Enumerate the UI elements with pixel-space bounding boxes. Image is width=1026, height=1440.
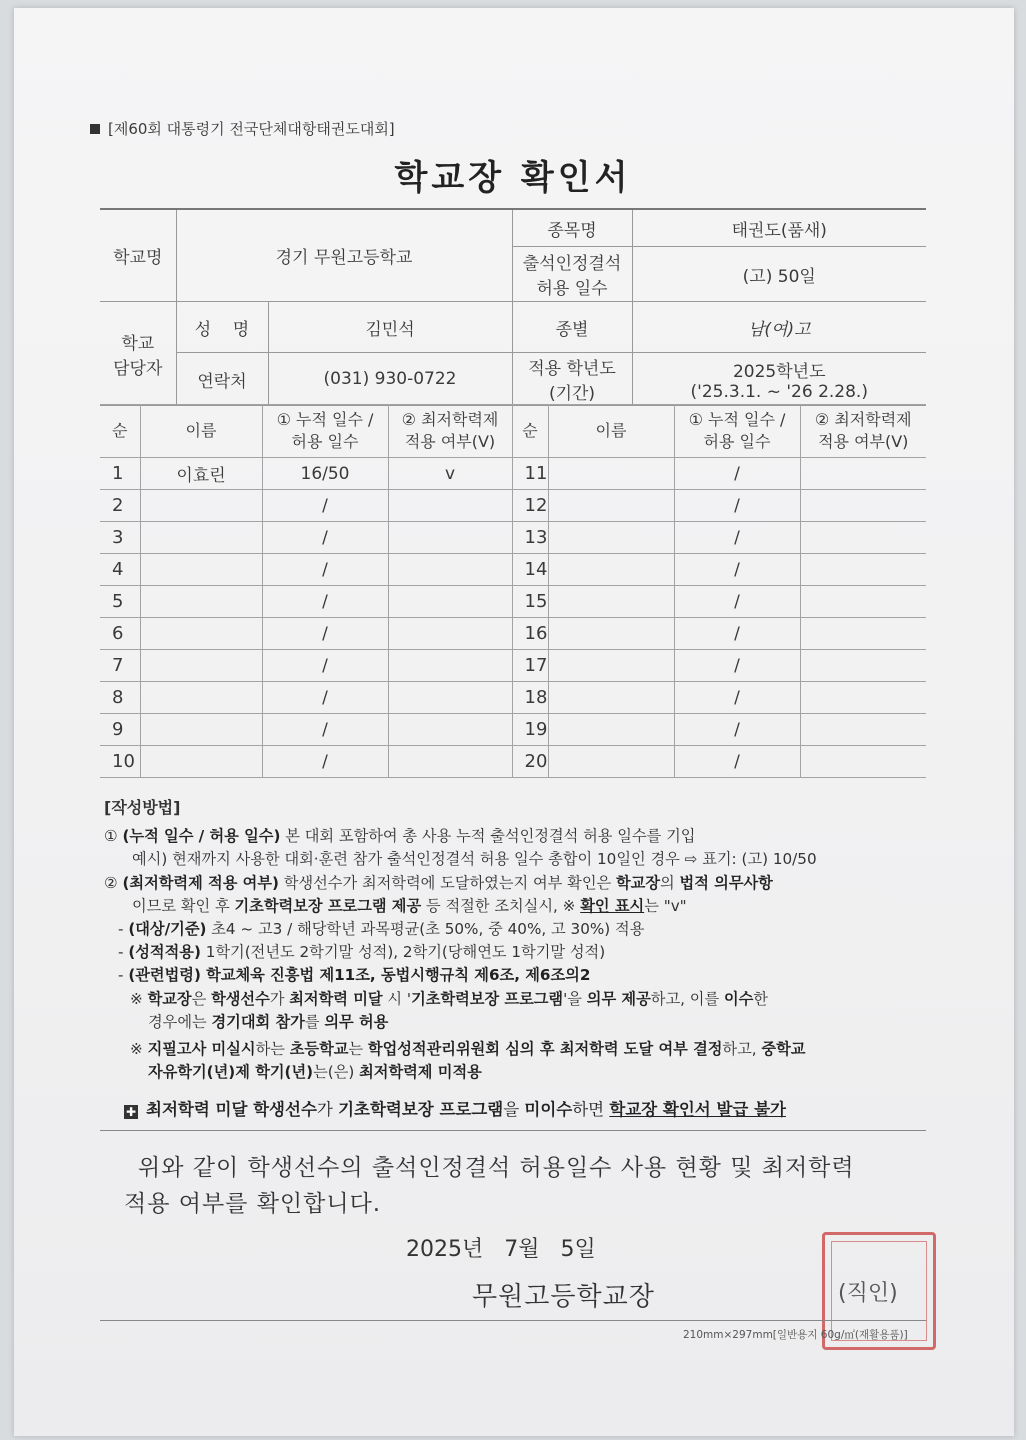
instruction-grades-bold: (성적적용) bbox=[128, 943, 201, 962]
note2-bold-a: 지필고사 미실시 bbox=[147, 1040, 256, 1059]
col-check-line2: 적용 여부(V) bbox=[404, 432, 496, 451]
roster-row bbox=[100, 618, 926, 650]
row-check-right bbox=[800, 618, 926, 650]
row-number-right: 14 bbox=[512, 554, 548, 586]
note2-bold-d: 중학교 bbox=[761, 1040, 806, 1059]
instruction-2-cont-c: 는 "v" bbox=[644, 896, 687, 915]
col-check-right-line2: 적용 여부(V) bbox=[818, 432, 909, 451]
instruction-1-text: 본 대회 포함하여 총 사용 누적 출석인정결석 허용 일수를 기입 bbox=[280, 827, 696, 846]
note1-cont-text-a: 경우에는 bbox=[148, 1012, 212, 1031]
row-name bbox=[140, 682, 262, 714]
note1-cont-bold-a: 경기대회 참가 bbox=[211, 1012, 305, 1031]
row-days-right: / bbox=[674, 522, 800, 554]
reference-mark-icon: ※ bbox=[130, 1040, 148, 1059]
instruction-2-text-a: 학생선수가 최저학력에 도달하였는지 여부 확인은 bbox=[278, 873, 617, 892]
school-value: 경기 무원고등학교 bbox=[176, 209, 512, 302]
row-name bbox=[140, 554, 262, 586]
instruction-2 bbox=[104, 872, 934, 895]
year-value bbox=[632, 353, 926, 406]
dash-icon: - bbox=[118, 920, 129, 939]
note1-text-e: 하고, 이를 bbox=[650, 989, 724, 1008]
year-value-line1: 2025학년도 bbox=[732, 361, 826, 382]
instruction-note-2-cont bbox=[104, 1061, 934, 1084]
manager-label-line2: 담당자 bbox=[113, 358, 163, 379]
instruction-2-bold: (최저학력제 적용 여부) bbox=[122, 873, 279, 892]
row-number: 1 bbox=[100, 458, 140, 490]
row-name bbox=[140, 522, 262, 554]
absence-value: (고) 50일 bbox=[632, 247, 926, 302]
col-days-line2: 허용 일수 bbox=[291, 432, 359, 451]
row-name-right bbox=[548, 714, 674, 746]
col-no-right: 순 bbox=[512, 405, 548, 458]
year-label bbox=[512, 353, 632, 406]
row-check: v bbox=[388, 458, 512, 490]
notice-text-d: 을 bbox=[503, 1100, 525, 1119]
instruction-1-example: 예시) 현재까지 사용한 대회·훈련 참가 출석인정결석 허용 일수 총합이 10일인 경우 ⇨ 표기: (고) 10/50 bbox=[132, 850, 817, 869]
divider-top bbox=[100, 1130, 926, 1131]
row-check bbox=[388, 682, 512, 714]
row-number: 4 bbox=[100, 554, 140, 586]
instruction-2-cont-a: 이므로 확인 후 bbox=[132, 896, 235, 915]
row-name-right bbox=[548, 522, 674, 554]
col-check-line1: ② 최저학력제 bbox=[401, 410, 499, 429]
row-number-right: 12 bbox=[512, 490, 548, 522]
instruction-1-bold: (누적 일수 / 허용 일수) bbox=[122, 827, 281, 846]
row-days-right: / bbox=[674, 618, 800, 650]
absence-label-line1: 출석인정결석 bbox=[522, 254, 622, 274]
roster-row bbox=[100, 490, 926, 522]
roster-row bbox=[100, 682, 926, 714]
row-check-right bbox=[800, 554, 926, 586]
roster-body bbox=[100, 458, 926, 778]
row-name bbox=[140, 618, 262, 650]
row-days: 16/50 bbox=[262, 458, 388, 490]
issue-date: 2025년 7월 5일 bbox=[406, 1237, 596, 1262]
row-days: / bbox=[262, 714, 388, 746]
row-number: 5 bbox=[100, 586, 140, 618]
row-check bbox=[388, 490, 512, 522]
row-name-right bbox=[548, 650, 674, 682]
divider-bottom bbox=[100, 1320, 926, 1321]
info-table bbox=[100, 208, 926, 406]
gender-value: 남(여)고 bbox=[632, 302, 926, 353]
row-number-right: 13 bbox=[512, 522, 548, 554]
instruction-2-text-b: 의 bbox=[660, 873, 680, 892]
year-label-line1: 적용 학년도 bbox=[528, 359, 616, 379]
col-check bbox=[388, 405, 512, 458]
name-label: 성 명 bbox=[176, 302, 268, 353]
notice-text-g: 학교장 확인서 발급 불가 bbox=[609, 1100, 786, 1119]
note1-bold-d: 기초학력보장 프로그램 bbox=[411, 989, 564, 1008]
row-number: 6 bbox=[100, 618, 140, 650]
row-check bbox=[388, 746, 512, 778]
row-check bbox=[388, 586, 512, 618]
row-check-right bbox=[800, 650, 926, 682]
col-name: 이름 bbox=[140, 405, 262, 458]
roster-row bbox=[100, 586, 926, 618]
row-check-right bbox=[800, 714, 926, 746]
note1-text-f: 한 bbox=[753, 989, 768, 1008]
document-title: 학교장 확인서 bbox=[394, 158, 632, 198]
row-check bbox=[388, 522, 512, 554]
instruction-1 bbox=[104, 825, 934, 848]
sport-value: 태권도(품새) bbox=[632, 209, 926, 247]
row-name-right bbox=[548, 458, 674, 490]
row-check-right bbox=[800, 746, 926, 778]
roster-row bbox=[100, 650, 926, 682]
note1-bold-e: 의무 제공 bbox=[586, 989, 651, 1008]
row-days: / bbox=[262, 746, 388, 778]
col-days-right bbox=[674, 405, 800, 458]
row-check bbox=[388, 714, 512, 746]
instruction-target-text: 초4 ~ 고3 / 해당학년 과목평균(초 50%, 중 40%, 고 30%) 적용 bbox=[206, 920, 645, 939]
square-bullet-icon bbox=[90, 124, 100, 134]
row-check-right bbox=[800, 490, 926, 522]
row-number: 8 bbox=[100, 682, 140, 714]
notice-text-b: 가 bbox=[316, 1100, 339, 1119]
row-name bbox=[140, 586, 262, 618]
instruction-note-2 bbox=[104, 1038, 934, 1061]
notice bbox=[124, 1096, 786, 1120]
absence-label-line2: 허용 일수 bbox=[536, 279, 608, 299]
row-number-right: 20 bbox=[512, 746, 548, 778]
instructions-heading: [작성방법] bbox=[104, 798, 181, 817]
note1-text-b: 가 bbox=[269, 989, 290, 1008]
instruction-grades bbox=[104, 941, 934, 964]
manager-label-line1: 학교 bbox=[121, 333, 155, 354]
row-days: / bbox=[262, 682, 388, 714]
row-days: / bbox=[262, 490, 388, 522]
note2-text-b: 는 bbox=[348, 1040, 368, 1059]
row-check-right bbox=[800, 458, 926, 490]
notice-text-f: 하면 bbox=[572, 1100, 610, 1119]
note2-cont-text-a: 는(은) bbox=[313, 1063, 360, 1082]
row-number: 10 bbox=[100, 746, 140, 778]
col-check-right-line1: ② 최저학력제 bbox=[814, 410, 912, 429]
note2-bold-b: 초등학교 bbox=[289, 1040, 349, 1059]
roster-row bbox=[100, 554, 926, 586]
plus-box-icon: ✚ bbox=[125, 1105, 137, 1119]
note1-bold-a: 학교장 bbox=[147, 989, 192, 1008]
note2-cont-bold-a: 자유학기(년)제 학기(년) bbox=[148, 1063, 314, 1082]
note1-cont-bold-b: 의무 허용 bbox=[324, 1012, 389, 1031]
row-number-right: 16 bbox=[512, 618, 548, 650]
year-value-line2: ('25.3.1. ~ '26 2.28.) bbox=[690, 381, 868, 402]
instruction-target bbox=[104, 918, 934, 941]
row-name bbox=[140, 714, 262, 746]
row-number: 3 bbox=[100, 522, 140, 554]
row-name-right bbox=[548, 586, 674, 618]
statement-line2: 적용 여부를 확인합니다. bbox=[124, 1191, 382, 1217]
gender-label: 종별 bbox=[512, 302, 632, 353]
row-days-right: / bbox=[674, 746, 800, 778]
row-check-right bbox=[800, 522, 926, 554]
event-text: [제60회 대통령기 전국단체대항태권도대회] bbox=[108, 120, 395, 138]
row-days-right: / bbox=[674, 586, 800, 618]
note1-text-a: 은 bbox=[191, 989, 212, 1008]
instruction-2-cont-bold-b: 확인 표시 bbox=[580, 896, 645, 915]
row-name-right bbox=[548, 554, 674, 586]
row-check-right bbox=[800, 586, 926, 618]
row-check bbox=[388, 650, 512, 682]
notice-text-c: 기초학력보장 프로그램 bbox=[338, 1100, 504, 1119]
sport-label: 종목명 bbox=[512, 209, 632, 247]
instruction-2-cont bbox=[104, 895, 934, 918]
dash-icon: - bbox=[118, 966, 129, 985]
notice-text-e: 미이수 bbox=[524, 1100, 573, 1119]
note2-cont-bold-b: 최저학력제 미적용 bbox=[359, 1063, 482, 1082]
row-days: / bbox=[262, 554, 388, 586]
note1-text-d: '을 bbox=[563, 989, 587, 1008]
row-days: / bbox=[262, 618, 388, 650]
contact-value: (031) 930-0722 bbox=[268, 353, 512, 406]
roster-row bbox=[100, 458, 926, 490]
note1-text-c: 시 ' bbox=[382, 989, 412, 1008]
row-days-right: / bbox=[674, 650, 800, 682]
contact-label: 연락처 bbox=[176, 353, 268, 406]
row-days-right: / bbox=[674, 458, 800, 490]
instruction-note-1 bbox=[104, 988, 934, 1011]
row-name bbox=[140, 650, 262, 682]
row-number: 7 bbox=[100, 650, 140, 682]
col-days bbox=[262, 405, 388, 458]
roster-row bbox=[100, 714, 926, 746]
year-label-line2: (기간) bbox=[548, 384, 596, 404]
name-value: 김민석 bbox=[268, 302, 512, 353]
statement bbox=[124, 1150, 924, 1222]
col-days-right-line1: ① 누적 일수 / bbox=[688, 410, 786, 429]
instruction-target-bold: (대상/기준) bbox=[128, 920, 207, 939]
col-check-right bbox=[800, 405, 926, 458]
row-days: / bbox=[262, 586, 388, 618]
instruction-law bbox=[104, 964, 934, 987]
note2-text-a: 하는 bbox=[255, 1040, 290, 1059]
row-days-right: / bbox=[674, 714, 800, 746]
row-days-right: / bbox=[674, 554, 800, 586]
circled-2-icon: ② bbox=[104, 873, 118, 892]
signer: 무원고등학교장 bbox=[472, 1282, 655, 1312]
row-days-right: / bbox=[674, 490, 800, 522]
event-title bbox=[90, 118, 395, 139]
row-name bbox=[140, 746, 262, 778]
manager-label bbox=[100, 302, 176, 406]
col-days-line1: ① 누적 일수 / bbox=[276, 410, 374, 429]
instruction-law-bold: (관련법령) 학교체육 진흥법 제11조, 동법시행규칙 제6조, 제6조의2 bbox=[128, 966, 591, 985]
row-number: 2 bbox=[100, 490, 140, 522]
school-label: 학교명 bbox=[100, 209, 176, 302]
statement-line1: 위와 같이 학생선수의 출석인정결석 허용일수 사용 현황 및 최저학력 bbox=[138, 1155, 855, 1181]
row-days: / bbox=[262, 650, 388, 682]
roster-row bbox=[100, 746, 926, 778]
row-days: / bbox=[262, 522, 388, 554]
instruction-2-cont-bold-a: 기초학력보장 프로그램 제공 bbox=[234, 896, 422, 915]
circled-1-icon: ① bbox=[104, 827, 118, 846]
note1-bold-b: 학생선수 bbox=[211, 989, 270, 1008]
row-name-right bbox=[548, 490, 674, 522]
note1-bold-f: 이수 bbox=[723, 989, 754, 1008]
row-name-right bbox=[548, 682, 674, 714]
row-days-right: / bbox=[674, 682, 800, 714]
row-number: 9 bbox=[100, 714, 140, 746]
col-no: 순 bbox=[100, 405, 140, 458]
instructions bbox=[104, 796, 934, 1084]
row-check-right bbox=[800, 682, 926, 714]
instruction-2-cont-b: 등 적절한 조치실시, ※ bbox=[421, 896, 581, 915]
note1-cont-text-b: 를 bbox=[304, 1012, 325, 1031]
col-name-right: 이름 bbox=[548, 405, 674, 458]
roster-table bbox=[100, 404, 926, 778]
row-name-right bbox=[548, 618, 674, 650]
notice-text-a: 최저학력 미달 학생선수 bbox=[146, 1100, 317, 1119]
row-number-right: 19 bbox=[512, 714, 548, 746]
instruction-grades-text: 1학기(전년도 2학기말 성적), 2학기(당해연도 1학기말 성적) bbox=[200, 943, 606, 962]
roster-row bbox=[100, 522, 926, 554]
instruction-note-1-cont bbox=[104, 1011, 934, 1034]
row-number-right: 15 bbox=[512, 586, 548, 618]
row-number-right: 11 bbox=[512, 458, 548, 490]
note2-text-c: 하고, bbox=[722, 1040, 762, 1059]
seal-mark: (직인) bbox=[838, 1281, 898, 1306]
note2-bold-c: 학업성적관리위원회 심의 후 최저학력 도달 여부 결정 bbox=[367, 1040, 723, 1059]
row-name: 이효린 bbox=[140, 458, 262, 490]
col-days-right-line2: 허용 일수 bbox=[703, 432, 771, 451]
dash-icon: - bbox=[118, 943, 129, 962]
row-number-right: 18 bbox=[512, 682, 548, 714]
row-check bbox=[388, 554, 512, 586]
reference-mark-icon: ※ bbox=[130, 989, 148, 1008]
row-check bbox=[388, 618, 512, 650]
row-number-right: 17 bbox=[512, 650, 548, 682]
roster-header bbox=[100, 405, 926, 458]
row-name-right bbox=[548, 746, 674, 778]
absence-label bbox=[512, 247, 632, 302]
instruction-2-bold-c: 법적 의무사항 bbox=[679, 873, 773, 892]
instruction-2-bold-b: 학교장 bbox=[616, 873, 661, 892]
row-name bbox=[140, 490, 262, 522]
paper-spec: 210mm×297mm[일반용지 60g/㎡(재활용품)] bbox=[683, 1329, 908, 1341]
note1-bold-c: 최저학력 미달 bbox=[289, 989, 383, 1008]
